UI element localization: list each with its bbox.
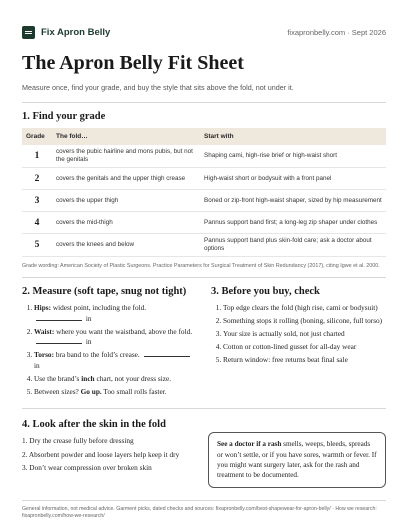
before-buy-section [211, 286, 386, 400]
list-item: 3. Don’t wear compression over broken skin [22, 463, 152, 473]
divider [22, 277, 386, 278]
list-item [34, 374, 197, 385]
skin-list [22, 436, 198, 488]
hips-text: widest point, including the fold. [52, 303, 147, 312]
torso-label: Torso: [34, 350, 55, 360]
grade-cell: 4 [22, 212, 52, 234]
logo-icon [22, 26, 35, 39]
list-item [34, 387, 197, 398]
waist-label: Waist: [34, 326, 55, 336]
step5-bold: Go up. [80, 387, 102, 397]
start-cell: Pannus support band plus skin-fold care; ask a doctor about options [200, 234, 386, 257]
grade-cell: 2 [22, 168, 52, 190]
list-item [34, 303, 197, 324]
measure-section [22, 286, 197, 400]
step5-text-end: Too small rolls faster. [103, 387, 167, 397]
table-row [22, 234, 386, 257]
hips-blank[interactable] [36, 314, 82, 321]
start-cell: High-waist short or bodysuit with a front panel [200, 168, 386, 190]
table-row [22, 212, 386, 234]
list-item: 2. Something stops it rolling (boning, silicone, full torso) [223, 316, 386, 327]
step5-text: Between sizes? [34, 387, 79, 397]
torso-unit: in [34, 360, 40, 370]
grade-cell: 3 [22, 190, 52, 212]
brand [22, 26, 110, 39]
divider [22, 408, 386, 409]
table-row [22, 168, 386, 190]
grade-cell: 1 [22, 145, 52, 168]
hips-label: Hips: [34, 303, 52, 312]
list-item [34, 350, 197, 371]
page-title: The Apron Belly Fit Sheet [22, 52, 244, 74]
grade-table [22, 128, 386, 257]
list-item: 1. Top edge clears the fold (high rise, cami or bodysuit) [223, 303, 386, 314]
doctor-callout [208, 432, 386, 488]
list-item: 4. Cotton or cotton-lined gusset for all-day wear [223, 342, 386, 353]
start-cell: Shaping cami, high-rise brief or high-waist short [200, 145, 386, 168]
table-header-row [22, 128, 386, 145]
col-header-grade: Grade [26, 133, 45, 140]
list-item: 2. Absorbent powder and loose layers help keep it dry [22, 449, 180, 459]
col-header-start: Start with [204, 133, 234, 140]
table-row [22, 145, 386, 168]
intro-text: Measure once, find your grade, and buy the style that sits above the fold, not under it. [22, 83, 294, 92]
list-item: 1. Dry the crease fully before dressing [22, 436, 134, 446]
skin-row [22, 436, 386, 488]
skin-heading: 4. Look after the skin in the fold [22, 419, 166, 431]
divider [22, 102, 386, 103]
fold-cell: covers the upper thigh [52, 190, 200, 212]
step4-text-end: chart, not your dress size. [96, 374, 172, 384]
torso-blank[interactable] [144, 350, 190, 357]
grade-section [22, 111, 386, 269]
step4-bold: inch [81, 374, 95, 384]
measure-list [22, 303, 197, 398]
torso-text: bra band to the fold’s crease. [55, 350, 140, 360]
grade-source-note: Grade wording: American Society of Plastic Surgeons. Practice Parameters for Surgical Treatment of Skin Redundancy (2017), citing Igwe et al. 2000. [22, 263, 380, 269]
table-row [22, 190, 386, 212]
waist-blank[interactable] [36, 337, 82, 344]
skin-care-section [22, 419, 386, 488]
header-bar [22, 0, 386, 40]
start-cell: Pannus support band first; a long-leg zip shaper under clothes [200, 212, 386, 234]
before-buy-list [211, 303, 386, 366]
grade-heading: 1. Find your grade [22, 111, 106, 122]
fold-cell: covers the genitals and the upper thigh crease [52, 168, 200, 190]
before-buy-heading: 3. Before you buy, check [211, 286, 320, 297]
list-item [34, 327, 197, 348]
list-item: 5. Return window: free returns beat final sale [223, 355, 386, 366]
fold-cell: covers the knees and below [52, 234, 200, 257]
waist-unit: in [85, 337, 92, 347]
hips-unit: in [85, 313, 92, 323]
brand-name: Fix Apron Belly [41, 26, 111, 38]
col-header-fold: The fold… [56, 133, 88, 140]
site-meta: fixapronbelly.com · Sept 2026 [287, 27, 386, 37]
callout-text: smells, weeps, bleeds, spreads or won’t settle, or if you have sores, warmth or fever. If you might want surgery later, ask for the rash and treatment to be documented. [217, 440, 377, 480]
callout-bold: See a doctor if a rash [217, 440, 282, 449]
fold-cell: covers the pubic hairline and mons pubis, but not the genitals [52, 145, 200, 168]
measure-heading: 2. Measure (soft tape, snug not tight) [22, 286, 187, 297]
footer-note: General information, not medical advice. Garment picks, dated checks and sources: fixapronbelly.com/best-shapewear-for-apron-belly/ · How we research: fixapronbelly.com/how-we-research/ [22, 500, 386, 520]
grade-cell: 5 [22, 234, 52, 257]
list-item: 3. Your size is actually sold, not just charted [223, 329, 386, 340]
two-column-section [22, 286, 386, 400]
step4-text: Use the brand’s [34, 374, 80, 384]
fold-cell: covers the mid-thigh [52, 212, 200, 234]
waist-text: where you want the waistband, above the fold. [56, 326, 193, 336]
start-cell: Boned or zip-front high-waist shaper, sized by hip measurement [200, 190, 386, 212]
